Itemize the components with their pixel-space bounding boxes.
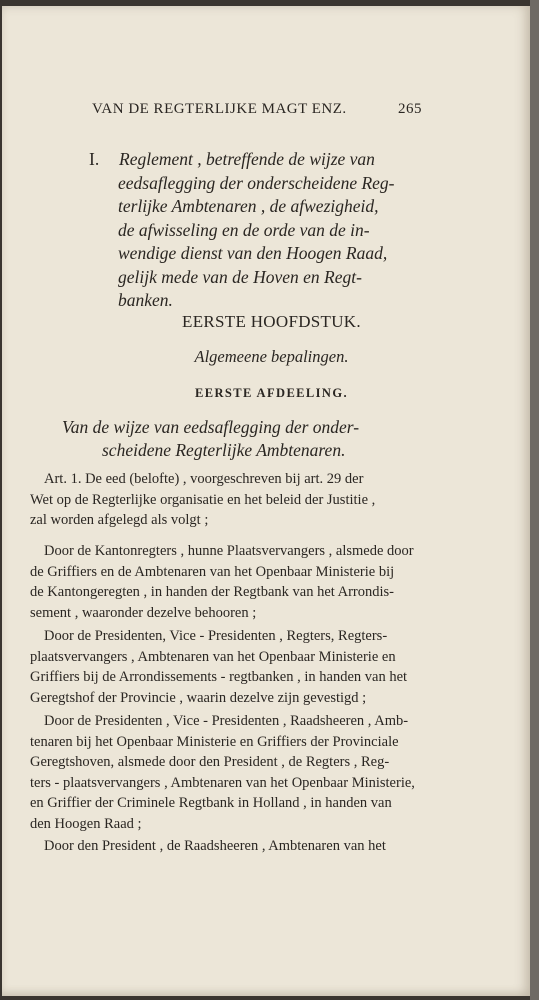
- text-line: en Griffier der Criminele Regtbank in Holland , in handen van: [30, 795, 392, 811]
- title-line: banken.: [118, 290, 173, 310]
- text-line: Art. 1. De eed (belofte) , voorgeschreven bij art. 29 der: [44, 471, 364, 487]
- text-line: Geregtshof der Provincie , waarin dezelve zijn gevestigd ;: [30, 689, 367, 706]
- text-line: Wet op de Regterlijke organisatie en het beleid der Justitie ,: [30, 491, 376, 508]
- title-line: Reglement , betreffende de wijze van: [119, 149, 375, 169]
- page-number: 265: [398, 101, 422, 117]
- title-line: terlijke Ambtenaren , de afwezigheid,: [118, 196, 379, 216]
- text-line: Door de Presidenten , Vice - Presidenten , Raadsheeren , Amb-: [44, 713, 409, 729]
- text-line: Door de Kantonregters , hunne Plaatsvervangers , alsmede door: [44, 543, 414, 559]
- paragraph-president-raadsheeren: [30, 836, 422, 857]
- book-page: [2, 6, 530, 996]
- text-line: de Griffiers en de Ambtenaren van het Openbaar Ministerie bij: [30, 563, 395, 580]
- text-line: de Kantongeregten , in handen der Regtbank van het Arrondis-: [30, 584, 395, 600]
- section-title-line: Van de wijze van eedsaflegging der onder-: [62, 417, 360, 437]
- text-line: Geregtshoven, alsmede door den President , de Regters , Reg-: [30, 754, 390, 770]
- text-line: plaatsvervangers , Ambtenaren van het Openbaar Ministerie en: [30, 648, 396, 665]
- title-line: de afwisseling en de orde van de in-: [118, 219, 370, 240]
- text-line: zal worden afgelegd als volgt ;: [30, 512, 209, 528]
- paragraph-geregtshoven: [30, 711, 422, 834]
- paragraph-kantonregters: [30, 541, 422, 623]
- text-line: Door den President , de Raadsheeren , Ambtenaren van het: [44, 838, 386, 854]
- title-number: I.: [89, 149, 100, 169]
- text-line: den Hoogen Raad ;: [30, 815, 142, 832]
- title-line: gelijk mede van de Hoven en Regt-: [118, 266, 362, 287]
- title-line: eedsaflegging der onderscheidene Reg-: [118, 172, 395, 193]
- text-line: sement , waaronder dezelve behooren ;: [30, 604, 257, 621]
- page-edge-shadow: [530, 0, 539, 1000]
- section-title-line: scheidene Regterlijke Ambtenaren.: [102, 440, 346, 460]
- regulation-title: [89, 148, 424, 313]
- article-1-paragraph: [30, 469, 422, 531]
- running-title: VAN DE REGTERLIJKE MAGT ENZ.: [92, 101, 347, 117]
- section-heading: EERSTE AFDEELING.: [194, 386, 348, 400]
- text-line: tenaren bij het Openbaar Ministerie en Griffiers der Provinciale: [30, 733, 399, 750]
- running-header: [92, 101, 422, 118]
- chapter-heading: EERSTE HOOFDSTUK.: [182, 312, 361, 331]
- paragraph-presidenten-regtbanken: [30, 626, 422, 708]
- text-line: Griffiers bij de Arrondissements - regtbanken , in handen van het: [30, 669, 408, 685]
- section-title: [62, 416, 462, 462]
- text-line: ters - plaatsvervangers , Ambtenaren van het Openbaar Ministerie,: [30, 774, 415, 791]
- title-line: wendige dienst van den Hoogen Raad,: [118, 243, 388, 263]
- text-line: Door de Presidenten, Vice - Presidenten , Regters, Regters-: [44, 628, 388, 644]
- chapter-subtitle: Algemeene bepalingen.: [194, 347, 349, 366]
